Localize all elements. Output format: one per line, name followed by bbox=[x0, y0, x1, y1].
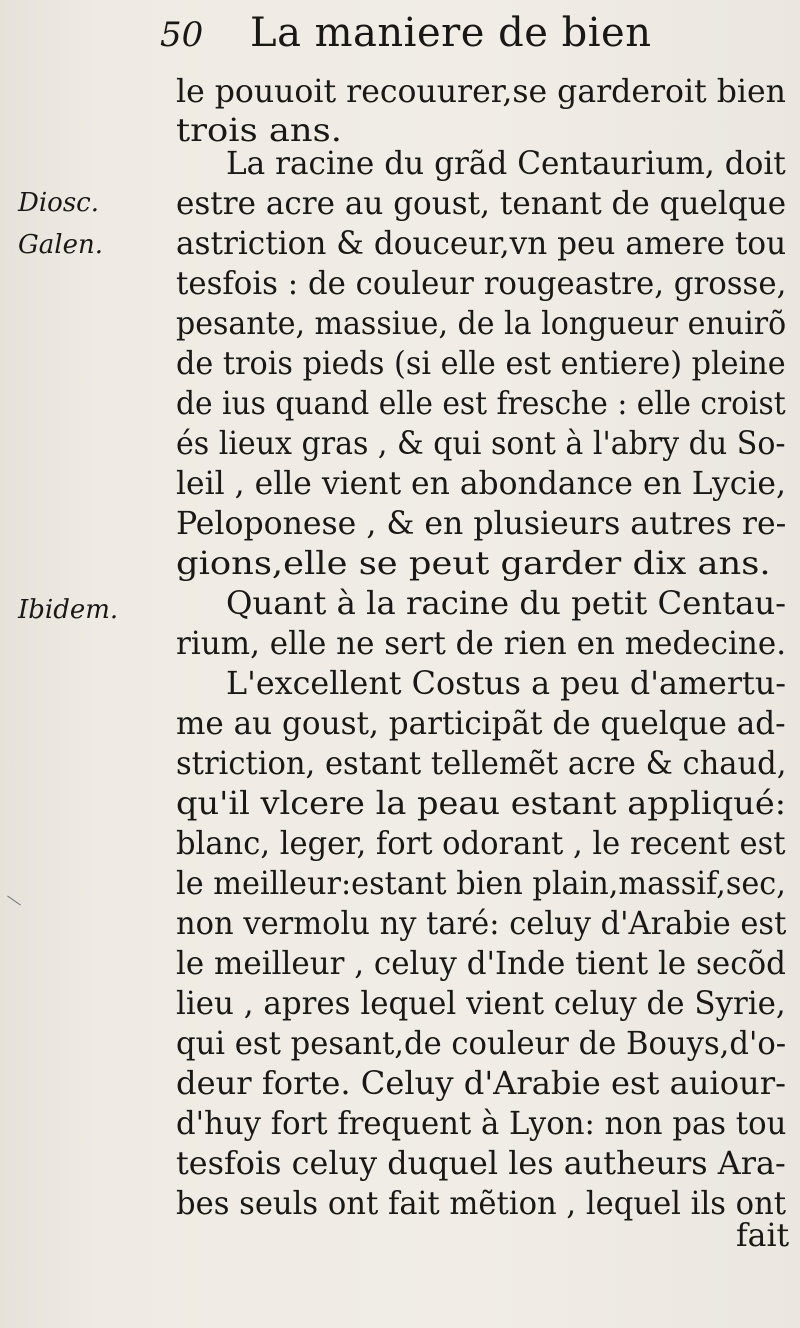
margin-mark bbox=[7, 896, 21, 906]
page-number: 50 bbox=[160, 15, 204, 55]
text-line: de trois pieds (si elle est entiere) pleine bbox=[176, 346, 786, 382]
catchword: fait bbox=[736, 1218, 790, 1254]
text-line: de ius quand elle est fresche : elle croist bbox=[176, 386, 786, 422]
text-line: le pouuoit recouurer,se garderoit bien bbox=[176, 74, 786, 110]
text-line: Quant à la racine du petit Centau- bbox=[226, 586, 787, 622]
text-line: le meilleur , celuy d'Inde tient le secõd bbox=[176, 946, 786, 982]
text-line: bes seuls ont fait mẽtion , lequel ils ont bbox=[176, 1186, 787, 1222]
margin-note-diosc: Diosc. bbox=[18, 188, 99, 218]
page-header bbox=[160, 10, 651, 66]
text-line: qui est pesant,de couleur de Bouys,d'o- bbox=[176, 1026, 787, 1062]
text-line: Peloponese , & en plusieurs autres re- bbox=[176, 506, 787, 542]
text-line: blanc, leger, fort odorant , le recent est bbox=[176, 826, 786, 862]
text-line: és lieux gras , & qui sont à l'abry du So- bbox=[176, 426, 786, 462]
text-line: astriction & douceur,vn peu amere tou bbox=[176, 226, 787, 262]
text-line: lieu , apres lequel vient celuy de Syrie, bbox=[176, 986, 786, 1022]
text-line: rium, elle ne sert de rien en medecine. bbox=[176, 626, 787, 662]
text-line: estre acre au goust, tenant de quelque bbox=[176, 186, 787, 222]
text-line: La racine du grãd Centaurium, doit bbox=[226, 146, 786, 182]
text-line: tesfois celuy duquel les autheurs Ara- bbox=[176, 1146, 786, 1182]
text-line: gions,elle se peut garder dix ans. bbox=[176, 546, 771, 582]
text-line: pesante, massiue, de la longueur enuirõ bbox=[176, 306, 787, 342]
text-line: me au goust, participãt de quelque ad- bbox=[176, 706, 786, 742]
text-line: d'huy fort frequent à Lyon: non pas tou bbox=[176, 1106, 787, 1142]
text-line: qu'il vlcere la peau estant appliqué: bbox=[176, 786, 787, 822]
margin-note-ibidem: Ibidem. bbox=[18, 595, 119, 625]
text-line: L'excellent Costus a peu d'amertu- bbox=[226, 666, 787, 702]
margin-note-galen: Galen. bbox=[18, 230, 103, 260]
text-line: le meilleur:estant bien plain,massif,sec, bbox=[176, 866, 786, 902]
running-head: La maniere de bien bbox=[250, 10, 652, 56]
text-line: striction, estant tellemẽt acre & chaud, bbox=[176, 746, 787, 782]
text-line: tesfois : de couleur rougeastre, grosse, bbox=[176, 266, 787, 302]
text-line: trois ans. bbox=[176, 113, 342, 149]
text-line: deur forte. Celuy d'Arabie est auiour- bbox=[176, 1066, 786, 1102]
text-line: non vermolu ny taré: celuy d'Arabie est bbox=[176, 906, 787, 942]
text-line: leil , elle vient en abondance en Lycie, bbox=[176, 466, 786, 502]
